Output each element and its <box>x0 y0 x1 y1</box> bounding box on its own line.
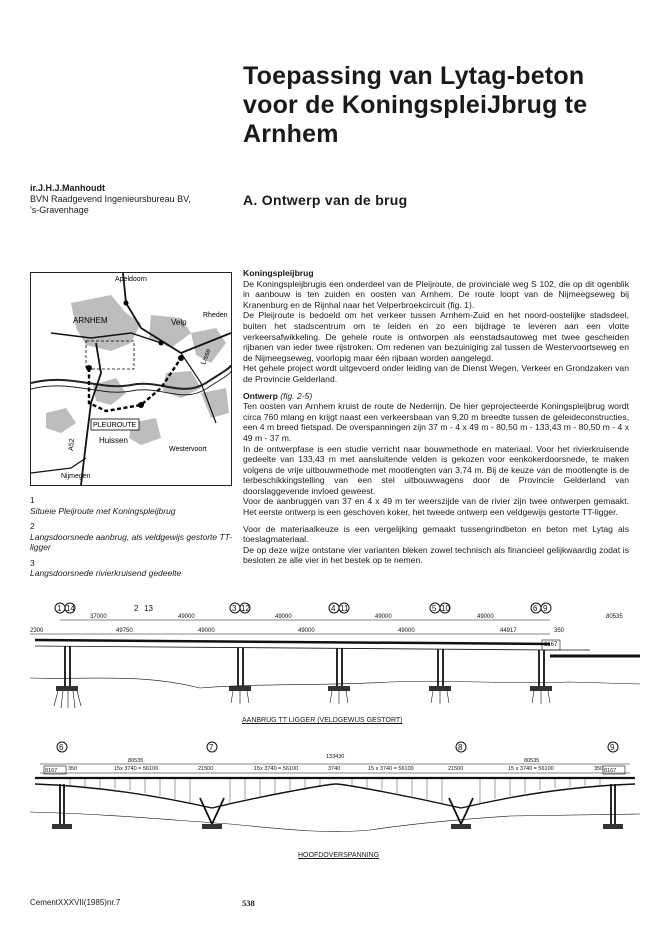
pier-number: 9 <box>543 604 548 613</box>
figure-2-caption: AANBRUG TT LIGGER (VELDGEWIJS GESTORT) <box>242 717 403 724</box>
pier-number: 7 <box>209 743 214 752</box>
journal-reference: CementXXXVII(1985)nr.7 <box>30 898 121 907</box>
dimension-label: 8167 <box>45 768 58 774</box>
dimension-label: 80535 <box>524 758 540 764</box>
dimension-label: 49000 <box>198 628 215 634</box>
dimension-label: 15x 3740 = 56100 <box>114 766 159 772</box>
pier-labels-fig2 <box>57 604 548 613</box>
pier-number: 2 <box>134 604 139 613</box>
dimension-label: 21500 <box>448 766 464 772</box>
page-number: 538 <box>242 898 255 908</box>
caption <box>30 521 235 553</box>
dimension-label: 49750 <box>116 628 133 634</box>
pier-number: 4 <box>331 604 336 613</box>
dimension-label: 15 x 3740 = 56100 <box>368 766 414 772</box>
dimension-label: 15x 3740 = 56100 <box>254 766 299 772</box>
bridge-drawings <box>30 598 640 871</box>
caption-text: Situeie Pleijroute met Koningspleijbrug <box>30 505 176 516</box>
dimension-label: 133430 <box>326 754 345 760</box>
paragraph: De Pleijroute is bedoeld om het verkeer tussen Arnhem-Zuid en het noord-oostelijke stadsdeel, buiten het stadscentrum om te leiden en zo een bijdrage te leveren aan een vlotte verkeersafwikkeling. De gehele route is ontworpen als eenstadsautoweg met twee gescheiden rijbanen van ieder twee rijstroken. Om redenen van bezuiniging zal tussen de Westervoortseweg en de Nijmeegseweg, voorlopig maar één rijbaan worden aangelegd. <box>243 310 629 363</box>
caption-number: 3 <box>30 557 35 568</box>
author-city: 's-Gravenhage <box>30 205 89 215</box>
author-affiliation: BVN Raadgevend Ingenieursbureau BV, <box>30 194 191 204</box>
bridge-drawing-svg <box>30 598 640 866</box>
map-label: PLEIJROUTE <box>93 422 137 429</box>
pier-number: 6 <box>59 743 64 752</box>
dimension-label: 49000 <box>375 614 392 620</box>
author-name: ir.J.H.J.Manhoudt <box>30 183 106 193</box>
dimension-label: 350 <box>68 766 78 772</box>
map-label: Lisse <box>200 347 213 366</box>
pier-number: 12 <box>241 604 250 613</box>
article-title <box>243 62 643 149</box>
dimension-label: 3740 <box>328 766 341 772</box>
dimension-label: 8167 <box>604 768 617 774</box>
map-label: Apeldoorn <box>115 276 147 283</box>
dimension-label: 350 <box>554 628 565 634</box>
dimension-label: 49000 <box>298 628 315 634</box>
dimension-label: 44917 <box>500 628 517 634</box>
dimension-label: 15 x 3740 = 56100 <box>508 766 554 772</box>
dimension-label: 21500 <box>198 766 214 772</box>
paragraph: Voor de aanbruggen van 37 en 4 x 49 m ter weerszijde van de rivier zijn twee ontwerpen gemaakt. Het eerste ontwerp is een geschoven koker, het tweede ontwerp een veldgewijs gestorte TT-ligger. <box>243 496 629 518</box>
caption-text: Langsdoorsnede aanbrug, als veldgewijs gestorte TT-ligger <box>30 531 232 552</box>
pier-number: 6 <box>533 604 538 613</box>
pier-number: 14 <box>66 604 75 613</box>
pier-number: 3 <box>232 604 237 613</box>
caption <box>30 495 235 516</box>
subheading-text: Ontwerp <box>243 390 278 401</box>
dimension-label: 49000 <box>398 628 415 634</box>
pier-number: 8 <box>458 743 463 752</box>
pier-number: 9 <box>610 743 615 752</box>
figure-reference: (fig. 2-5) <box>280 390 313 401</box>
paragraph: Ten oosten van Arnhem kruist de route de Nederrijn. De hier geprojecteerde Koningspleijbrug wordt circa 760 mlang en krijgt naast een verkeersbaan van 9,20 m breedte tussen de geleideconstructies, een 4 m breed fietspad. De overspanningen zijn 37 m - 4 x 49 m - 80,50 m - 133,43 m - 80,50 m - 4 x 49 m - 37 m. <box>243 401 629 443</box>
paragraph: Het gehele project wordt uitgevoerd onder leiding van de Dienst Wegen, Verkeer en Grondzaken van de Provincie Gelderland. <box>243 363 629 384</box>
location-map <box>30 272 232 486</box>
dimension-label: 37000 <box>90 614 107 620</box>
caption-number: 1 <box>30 495 35 505</box>
figure-2-aanbrug <box>30 603 640 708</box>
title-line: Arnhem <box>243 120 339 148</box>
paragraph: Voor de materiaalkeuze is een vergelijking gemaakt tussengrindbeton en beton met Lytag als toeslagmateriaal. <box>243 523 629 545</box>
caption-number: 2 <box>30 521 35 531</box>
pier-number: 5 <box>432 604 437 613</box>
paragraph: In de ontwerpfase is een studie verricht naar bouwmethode en materiaal. Voor het rivierkruisende gedeelte van 133,43 m met aansluitende velden is gekozen voor eenkokerdoorsnede, te maken volgens de vrije uitbouwmethode met mootlengten van 3,74 m. Bij de keuze van de mootlengte is de terbeschikkingstelling van een stel uitbouwwagens door de Provincie Gelderland van doorslaggevende invloed geweest. <box>243 443 629 496</box>
map-label: Velp <box>171 318 187 327</box>
dimension-label: 49000 <box>477 614 494 620</box>
pier-number: 10 <box>441 604 450 613</box>
map-label: Huissen <box>99 436 128 445</box>
pier-number: 13 <box>144 604 153 613</box>
pier-number: 1 <box>57 604 62 613</box>
title-line: voor de KoningspleiJbrug te <box>243 91 588 119</box>
river-line <box>31 365 231 389</box>
dimension-label: 80535 <box>606 614 623 620</box>
body-text <box>243 268 629 566</box>
map-label: Westervoort <box>169 446 207 453</box>
paragraph: De op deze wijze ontstane vier varianten bleken zowel technisch als financieel gelijkwaardig zodat is besloten ze alle vier in het bestek op te nemen. <box>243 544 629 566</box>
title-line: Toepassing van Lytag-beton <box>243 62 585 90</box>
dimension-label: 80535 <box>128 758 144 764</box>
pier-number: 11 <box>340 604 349 613</box>
figure-captions <box>30 495 235 584</box>
paragraph: De Koningspleijbrugis een onderdeel van de Pleijroute, de provinciale weg S 102, die op dit ogenblik in aanbouw is ten zuiden en oosten van Arnhem. De route loopt van de Nijmeegseweg bij Kranenburg en de Rijnhal naar het Velperbroekcircuit (fig. 1). <box>243 278 629 310</box>
dimension-label: 2300 <box>30 628 44 634</box>
figure-3-caption: HOOFDOVERSPANNING <box>298 852 380 859</box>
dimension-label: 49000 <box>275 614 292 620</box>
caption <box>30 558 235 579</box>
caption-text: Langsdoorsnede rivierkruisend gedeelte <box>30 568 182 578</box>
dimension-label: 350 <box>594 766 604 772</box>
author-block <box>30 183 230 216</box>
map-label: Rheden <box>203 312 228 319</box>
map-label: A52 <box>68 438 77 452</box>
subheading: Koningspleijbrug <box>243 268 314 278</box>
map-drawing <box>31 273 231 485</box>
subheading <box>243 391 629 402</box>
section-heading: A. Ontwerp van de brug <box>243 192 408 208</box>
pier-labels-fig3 <box>59 743 615 752</box>
map-label: ARNHEM <box>73 316 108 325</box>
dimension-label: 8167 <box>544 642 558 648</box>
map-label: Nijmegen <box>61 473 91 480</box>
dimension-label: 49000 <box>178 614 195 620</box>
pier-markers-fig2 <box>55 603 551 613</box>
